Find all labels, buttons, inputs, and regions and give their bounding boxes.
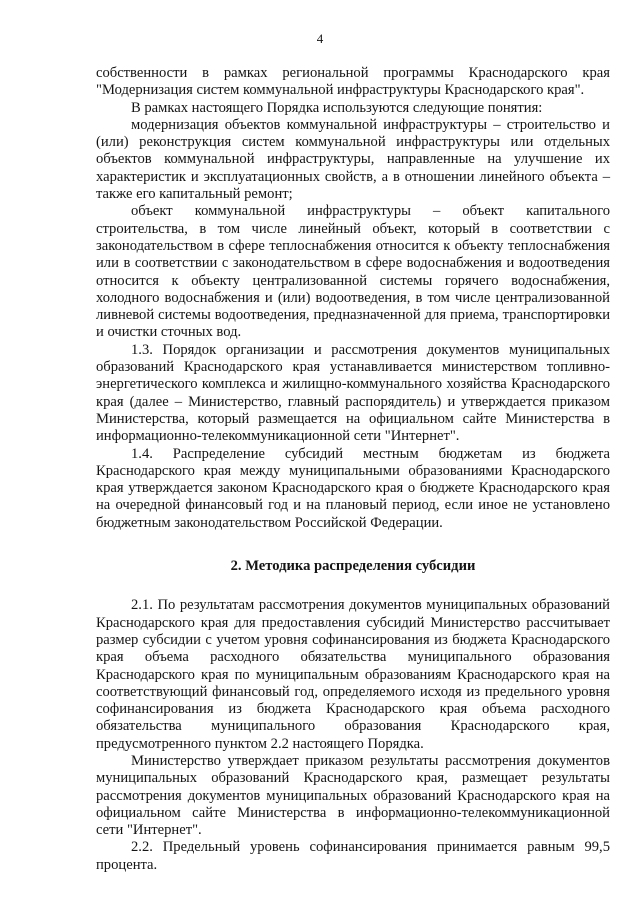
document-body	[96, 65, 610, 874]
paragraph-2-2: 2.2. Предельный уровень софинансирования принимается равным 99,5 процента.	[96, 839, 610, 873]
paragraph-1-4: 1.4. Распределение субсидий местным бюджетам из бюджета Краснодарского края между муниципальными образованиями Краснодарского края утверждается законом Краснодарского края о бюджете Краснодарского края на очередной финансовый год и на плановый период, если иное не установлено бюджетным законодательством Российской Федерации.	[96, 445, 610, 531]
paragraph-continuation: собственности в рамках региональной программы Краснодарского края "Модернизация систем коммунальной инфраструктуры Краснодарского края".	[96, 65, 610, 99]
paragraph-definition-infrastructure-object: объект коммунальной инфраструктуры – объект капитального строительства, в том числе линейный объект, который в соответствии с законодательством в сфере теплоснабжения относится к объекту теплоснабжения или в соответствии с законодательством в сфере водоснабжения и водоотведения относится к объекту централизованной системы горячего водоснабжения, холодного водоснабжения и (или) водоотведения, в том числе централизованной ливневой системы водоотведения, предназначенной для приема, транспортировки и очистки сточных вод.	[96, 203, 610, 341]
paragraph-definitions-intro: В рамках настоящего Порядка используются следующие понятия:	[131, 99, 543, 116]
paragraph-2-1: 2.1. По результатам рассмотрения документов муниципальных образований Краснодарского края для предоставления субсидий Министерство рассчитывает размер субсидии с учетом уровня софинансирования из бюджета Краснодарского края объема расходного обязательства муниципального образования Краснодарского края по муниципальным образованиям Краснодарского края на соответствующий финансовый год, определяемого исходя из предельного уровня софинансирования из бюджета Краснодарского края объема расходного обязательства муниципального образования Краснодарского края, предусмотренного пунктом 2.2 настоящего Порядка.	[96, 597, 610, 752]
page-number: 4	[316, 31, 324, 46]
paragraph-1-3: 1.3. Порядок организации и рассмотрения документов муниципальных образований Краснодарского края устанавливается министерством топливно-энергетического комплекса и жилищно-коммунального хозяйства Краснодарского края (далее – Министерство, главный распорядитель) и утверждается приказом Министерства, который размещается на официальном сайте Министерства в информационно-телекоммуникационной сети "Интернет".	[96, 341, 610, 445]
paragraph-ministry-approval: Министерство утверждает приказом результаты рассмотрения документов муниципальных образований Краснодарского края, размещает результаты рассмотрения документов муниципальных образований Краснодарского края на официальном сайте Министерства в информационно-телекоммуникационной сети "Интернет".	[96, 752, 610, 839]
paragraph-definition-modernization: модернизация объектов коммунальной инфраструктуры – строительство и (или) реконструкция систем коммунальной инфраструктуры или отдельных объектов коммунальной инфраструктуры, направленные на улучшение их характеристик и эксплуатационных свойств, а в отношении линейного объекта – также его капитальный ремонт;	[96, 116, 610, 203]
section-heading: 2. Методика распределения субсидии	[230, 558, 476, 575]
